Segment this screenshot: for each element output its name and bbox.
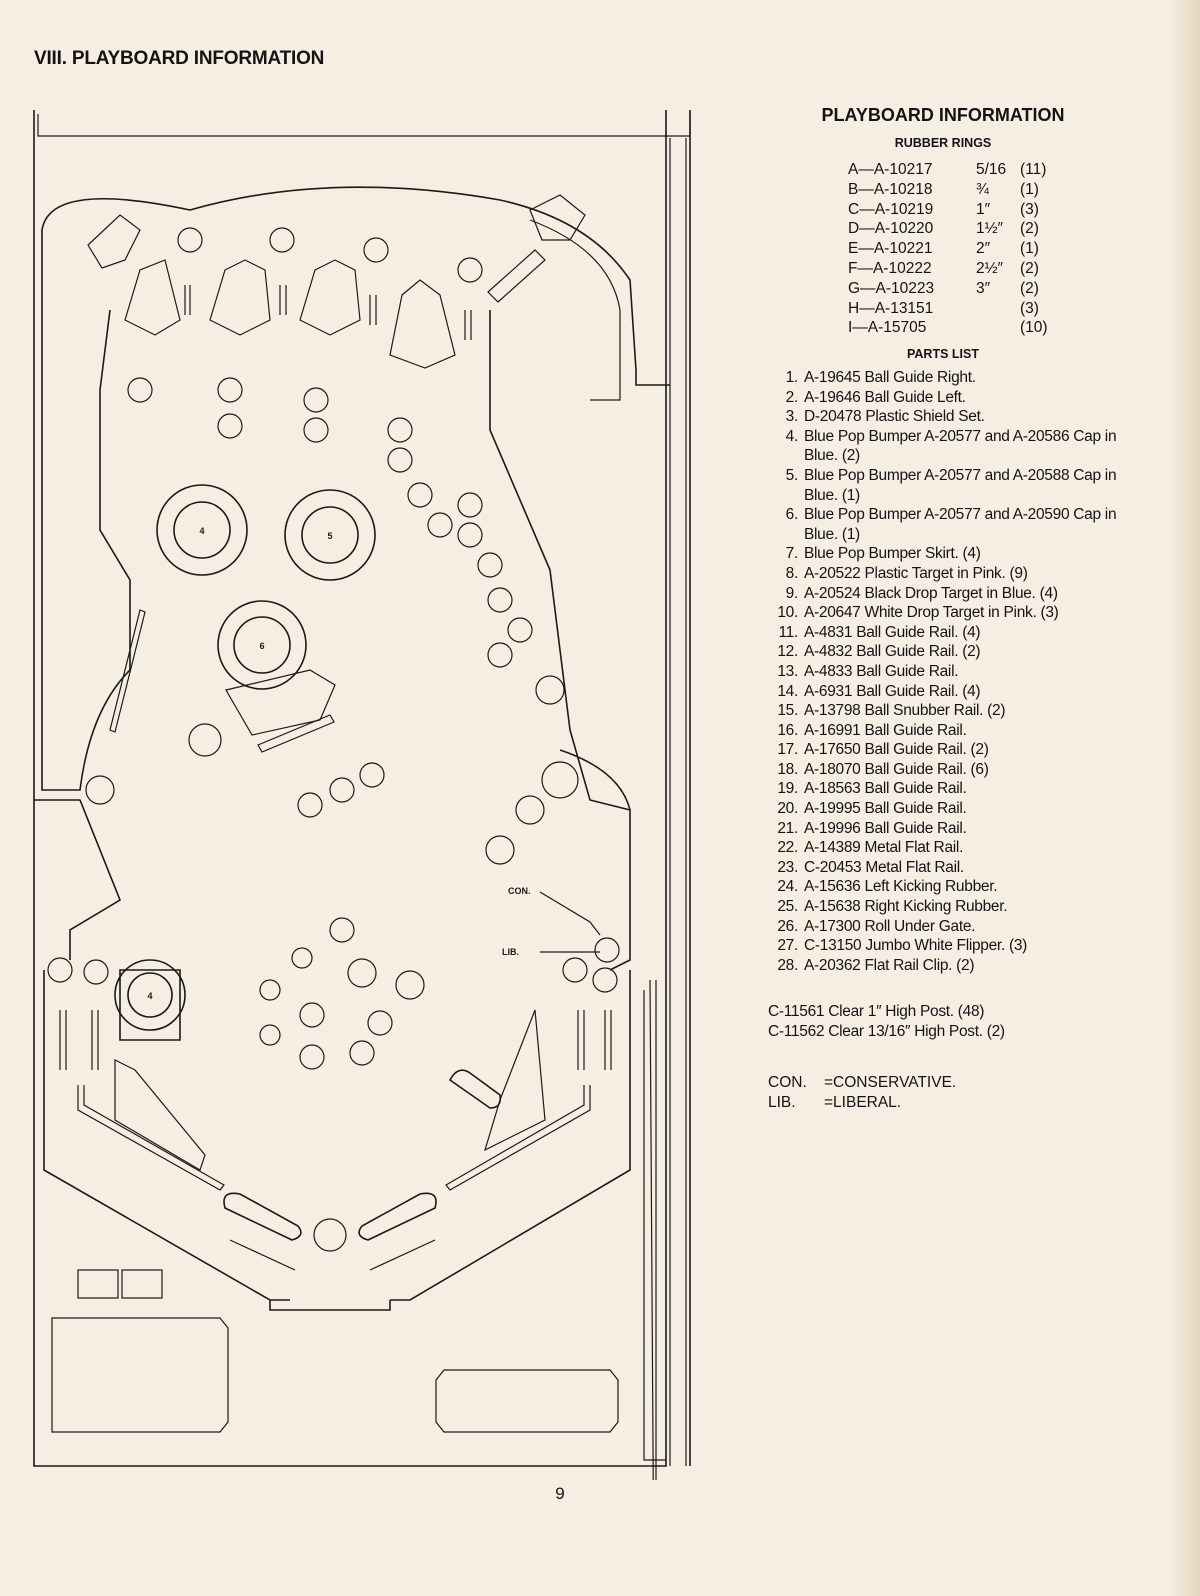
part-number: 8. [785, 564, 798, 582]
part-text: A-17300 Roll Under Gate. [804, 917, 976, 935]
playfield-outline-drawing [30, 110, 710, 1480]
post [178, 228, 202, 252]
post [563, 958, 587, 982]
ring-code: C—A-10219 [848, 200, 934, 218]
list-item [768, 819, 1148, 839]
snubber-rails [230, 1240, 435, 1270]
legend-definition: =CONSERVATIVE. [824, 1074, 957, 1091]
part-number: 16. [777, 721, 798, 739]
ring-code: I—A-15705 [848, 319, 927, 337]
ring-row [848, 220, 1068, 240]
part-number: 18. [777, 760, 798, 778]
part-number: 26. [777, 917, 798, 935]
part-number: 5. [785, 466, 798, 484]
right-lane-wall [490, 310, 630, 970]
ring-row [848, 300, 1068, 320]
ring-size: ¾ [976, 180, 989, 198]
panel-title: PLAYBOARD INFORMATION [821, 105, 1065, 125]
callout-lib: LIB. [502, 947, 519, 957]
list-item [768, 877, 1148, 897]
part-number: 23. [777, 858, 798, 876]
part-text: A-15636 Left Kicking Rubber. [804, 878, 998, 896]
ring-row [848, 260, 1068, 280]
part-text: A-16991 Ball Guide Rail. [804, 721, 967, 739]
post [330, 778, 354, 802]
part-text: A-19646 Ball Guide Left. [804, 388, 966, 406]
post [189, 724, 221, 756]
post [218, 378, 242, 402]
part-number: 27. [777, 937, 798, 955]
post [270, 228, 294, 252]
ring-row [848, 161, 1068, 181]
list-item [768, 936, 1148, 956]
part-text: A-20362 Flat Rail Clip. (2) [804, 956, 975, 974]
top-lane-shield-4 [390, 280, 455, 368]
ring-qty: (1) [1020, 240, 1039, 258]
posts-list [768, 1002, 1148, 1042]
right-inlane-rail [446, 1085, 590, 1190]
list-item [768, 642, 1148, 662]
post [298, 793, 322, 817]
left-lower-wall [34, 800, 120, 960]
post [488, 643, 512, 667]
post-item: C-11561 Clear 1″ High Post. (48) [768, 1003, 985, 1020]
right-outlane-wall [390, 970, 630, 1300]
part-text: C-13150 Jumbo White Flipper. (3) [804, 937, 1027, 955]
right-side-rail [670, 138, 686, 1466]
post [84, 960, 108, 984]
list-item [768, 858, 1148, 878]
part-text: A-4831 Ball Guide Rail. (4) [804, 623, 981, 641]
rubber-rings-list [848, 161, 1068, 339]
bumper-label: 5 [327, 531, 333, 541]
part-number: 22. [777, 839, 798, 857]
list-item [768, 701, 1148, 721]
list-item [768, 662, 1148, 682]
parts-list-heading: PARTS LIST [907, 347, 979, 361]
list-item [768, 564, 1148, 584]
part-text: A-17650 Ball Guide Rail. (2) [804, 741, 989, 759]
shooter-lane-wall [644, 990, 666, 1460]
part-text: Blue Pop Bumper A-20577 and A-20588 Cap in Blue. (1) [804, 466, 1117, 504]
part-text: A-20647 White Drop Target in Pink. (3) [804, 604, 1059, 622]
post [364, 238, 388, 262]
ring-row [848, 319, 1068, 339]
upper-arch [42, 187, 670, 385]
list-item [768, 623, 1148, 643]
post [360, 763, 384, 787]
top-lane-guides [185, 285, 471, 340]
part-number: 2. [785, 388, 798, 406]
ring-row [848, 240, 1068, 260]
bumper-label: 6 [259, 641, 265, 651]
list-item [768, 544, 1148, 564]
bumper-label: 4 [199, 526, 205, 536]
roll-under-gate [488, 250, 545, 302]
ring-qty: (10) [1020, 319, 1048, 337]
drain [270, 1300, 390, 1310]
part-number: 24. [777, 878, 798, 896]
part-number: 19. [777, 780, 798, 798]
apron-right-plate [436, 1370, 618, 1432]
post [428, 513, 452, 537]
ring-code: B—A-10218 [848, 180, 933, 198]
post [304, 418, 328, 442]
part-number: 20. [777, 800, 798, 818]
legend-abbr: LIB. [768, 1094, 796, 1111]
list-item [768, 603, 1148, 623]
part-number: 25. [777, 898, 798, 916]
post [304, 388, 328, 412]
upper-right-flipper [450, 1070, 500, 1108]
post [458, 258, 482, 282]
post [350, 1041, 374, 1065]
part-number: 6. [785, 506, 798, 524]
part-text: A-14389 Metal Flat Rail. [804, 839, 964, 857]
part-text: A-4832 Ball Guide Rail. (2) [804, 643, 981, 661]
post [508, 618, 532, 642]
ring-row [848, 280, 1068, 300]
part-text: A-20524 Black Drop Target in Blue. (4) [804, 584, 1058, 602]
right-flipper [359, 1193, 436, 1240]
part-text: A-13798 Ball Snubber Rail. (2) [804, 702, 1006, 720]
part-number: 17. [777, 741, 798, 759]
list-item [768, 584, 1148, 604]
callout-con: CON. [508, 886, 531, 896]
part-text: Blue Pop Bumper A-20577 and A-20586 Cap in Blue. (2) [804, 427, 1117, 465]
apron-left-plate [52, 1318, 228, 1432]
post [218, 414, 242, 438]
part-text: A-18070 Ball Guide Rail. (6) [804, 760, 989, 778]
post [300, 1003, 324, 1027]
top-lane-shield-1 [125, 260, 180, 335]
ring-qty: (2) [1020, 259, 1039, 277]
part-text: C-20453 Metal Flat Rail. [804, 858, 964, 876]
ring-qty: (1) [1020, 180, 1039, 198]
legend-row [768, 1073, 1148, 1093]
ring-size: 3″ [976, 279, 991, 297]
page-number: 9 [555, 1484, 565, 1503]
post [458, 523, 482, 547]
part-text: A-19995 Ball Guide Rail. [804, 800, 967, 818]
ball-guide-right [530, 195, 585, 240]
list-item [768, 388, 1148, 408]
part-text: A-20522 Plastic Target in Pink. (9) [804, 564, 1028, 582]
post [593, 968, 617, 992]
ring-qty: (3) [1020, 200, 1039, 218]
post [388, 418, 412, 442]
ring-code: H—A-13151 [848, 299, 934, 317]
ring-size: 1½″ [976, 220, 1004, 238]
ring-qty: (2) [1020, 220, 1039, 238]
post [86, 776, 114, 804]
list-item [768, 721, 1148, 741]
post [348, 959, 376, 987]
section-title: VIII. PLAYBOARD INFORMATION [34, 48, 325, 69]
post [368, 1011, 392, 1035]
post [408, 483, 432, 507]
part-number: 15. [777, 702, 798, 720]
part-text: A-4833 Ball Guide Rail. [804, 662, 959, 680]
post [260, 1025, 280, 1045]
post [486, 836, 514, 864]
ring-size: 2½″ [976, 259, 1004, 277]
left-inlane-rail [78, 1085, 224, 1190]
rubber-rings-heading: RUBBER RINGS [894, 136, 992, 150]
part-number: 3. [785, 408, 798, 426]
ring-code: E—A-10221 [848, 240, 933, 258]
cabinet-frame [34, 110, 666, 1466]
list-item [768, 917, 1148, 937]
part-text: A-6931 Ball Guide Rail. (4) [804, 682, 981, 700]
part-number: 28. [777, 956, 798, 974]
ring-code: G—A-10223 [848, 279, 935, 297]
right-slingshot [485, 1010, 545, 1150]
part-number: 13. [777, 662, 798, 680]
ball-guide-left [88, 215, 140, 268]
ring-size: 1″ [976, 200, 991, 218]
part-number: 7. [785, 545, 798, 563]
list-item [768, 682, 1148, 702]
right-ball-guide [530, 220, 620, 400]
apron-card-left [78, 1270, 118, 1298]
list-item [768, 368, 1148, 388]
ring-code: D—A-10220 [848, 220, 934, 238]
list-item [768, 760, 1148, 780]
playboard-diagram [30, 110, 710, 1480]
ring-size: 2″ [976, 240, 991, 258]
part-number: 11. [778, 623, 798, 641]
part-text: A-18563 Ball Guide Rail. [804, 780, 967, 798]
list-item [768, 799, 1148, 819]
bumper-label: 4 [147, 991, 153, 1001]
ring-row [848, 201, 1068, 221]
part-number: 1. [785, 369, 798, 386]
list-item [768, 779, 1148, 799]
post [330, 918, 354, 942]
list-item [768, 427, 1148, 466]
callout-con-leader [540, 892, 600, 935]
part-text: Blue Pop Bumper Skirt. (4) [804, 545, 981, 563]
part-number: 14. [777, 682, 798, 700]
part-text: A-15638 Right Kicking Rubber. [804, 898, 1008, 916]
centre-post [314, 1219, 346, 1251]
top-lane-shield-2 [210, 260, 270, 335]
top-lane-shield-3 [300, 260, 360, 335]
part-text: Blue Pop Bumper A-20577 and A-20590 Cap in Blue. (1) [804, 506, 1117, 543]
drop-target-bank [258, 715, 334, 752]
legend-abbr: CON. [768, 1074, 807, 1091]
post [516, 796, 544, 824]
part-number: 10. [777, 604, 798, 622]
legend-definition: =LIBERAL. [824, 1094, 902, 1111]
ring-qty: (2) [1020, 279, 1039, 297]
part-number: 12. [777, 643, 798, 661]
post [542, 762, 578, 798]
list-item [768, 505, 1148, 544]
post [260, 980, 280, 1000]
left-drop-target-rail [110, 610, 145, 732]
kicker-post [595, 938, 619, 962]
part-number: 21. [777, 819, 798, 837]
post [388, 448, 412, 472]
left-slingshot [115, 1060, 205, 1170]
part-text: A-19996 Ball Guide Rail. [804, 819, 967, 837]
left-flipper [224, 1193, 301, 1240]
ring-code: A—A-10217 [848, 161, 933, 178]
top-rail [38, 114, 690, 136]
abbreviation-legend [768, 1073, 1148, 1113]
part-text: D-20478 Plastic Shield Set. [804, 408, 985, 426]
ring-qty: (3) [1020, 299, 1039, 317]
post [292, 948, 312, 968]
list-item [768, 897, 1148, 917]
list-item [768, 838, 1148, 858]
post [488, 588, 512, 612]
post [396, 971, 424, 999]
list-item [768, 956, 1148, 976]
post-item: C-11562 Clear 13/16″ High Post. (2) [768, 1023, 1005, 1040]
post [48, 958, 72, 982]
ring-row [848, 181, 1068, 201]
apron-card-right [122, 1270, 162, 1298]
list-item [768, 466, 1148, 505]
post [458, 493, 482, 517]
part-number: 9. [785, 584, 798, 602]
part-number: 4. [785, 427, 798, 445]
plunger-rod [650, 980, 656, 1480]
ring-code: F—A-10222 [848, 259, 932, 277]
ring-qty: (11) [1020, 161, 1047, 178]
post [300, 1045, 324, 1069]
left-outer-wall [42, 310, 130, 790]
post [128, 378, 152, 402]
legend-row [768, 1093, 1148, 1113]
post [536, 676, 564, 704]
list-item [768, 740, 1148, 760]
parts-list [768, 368, 1148, 975]
list-item [768, 407, 1148, 427]
drop-target-shield [226, 670, 335, 735]
part-text: A-19645 Ball Guide Right. [804, 369, 976, 386]
ring-size: 5/16 [976, 161, 1007, 178]
post [478, 553, 502, 577]
page-edge-shadow [1170, 0, 1200, 1596]
